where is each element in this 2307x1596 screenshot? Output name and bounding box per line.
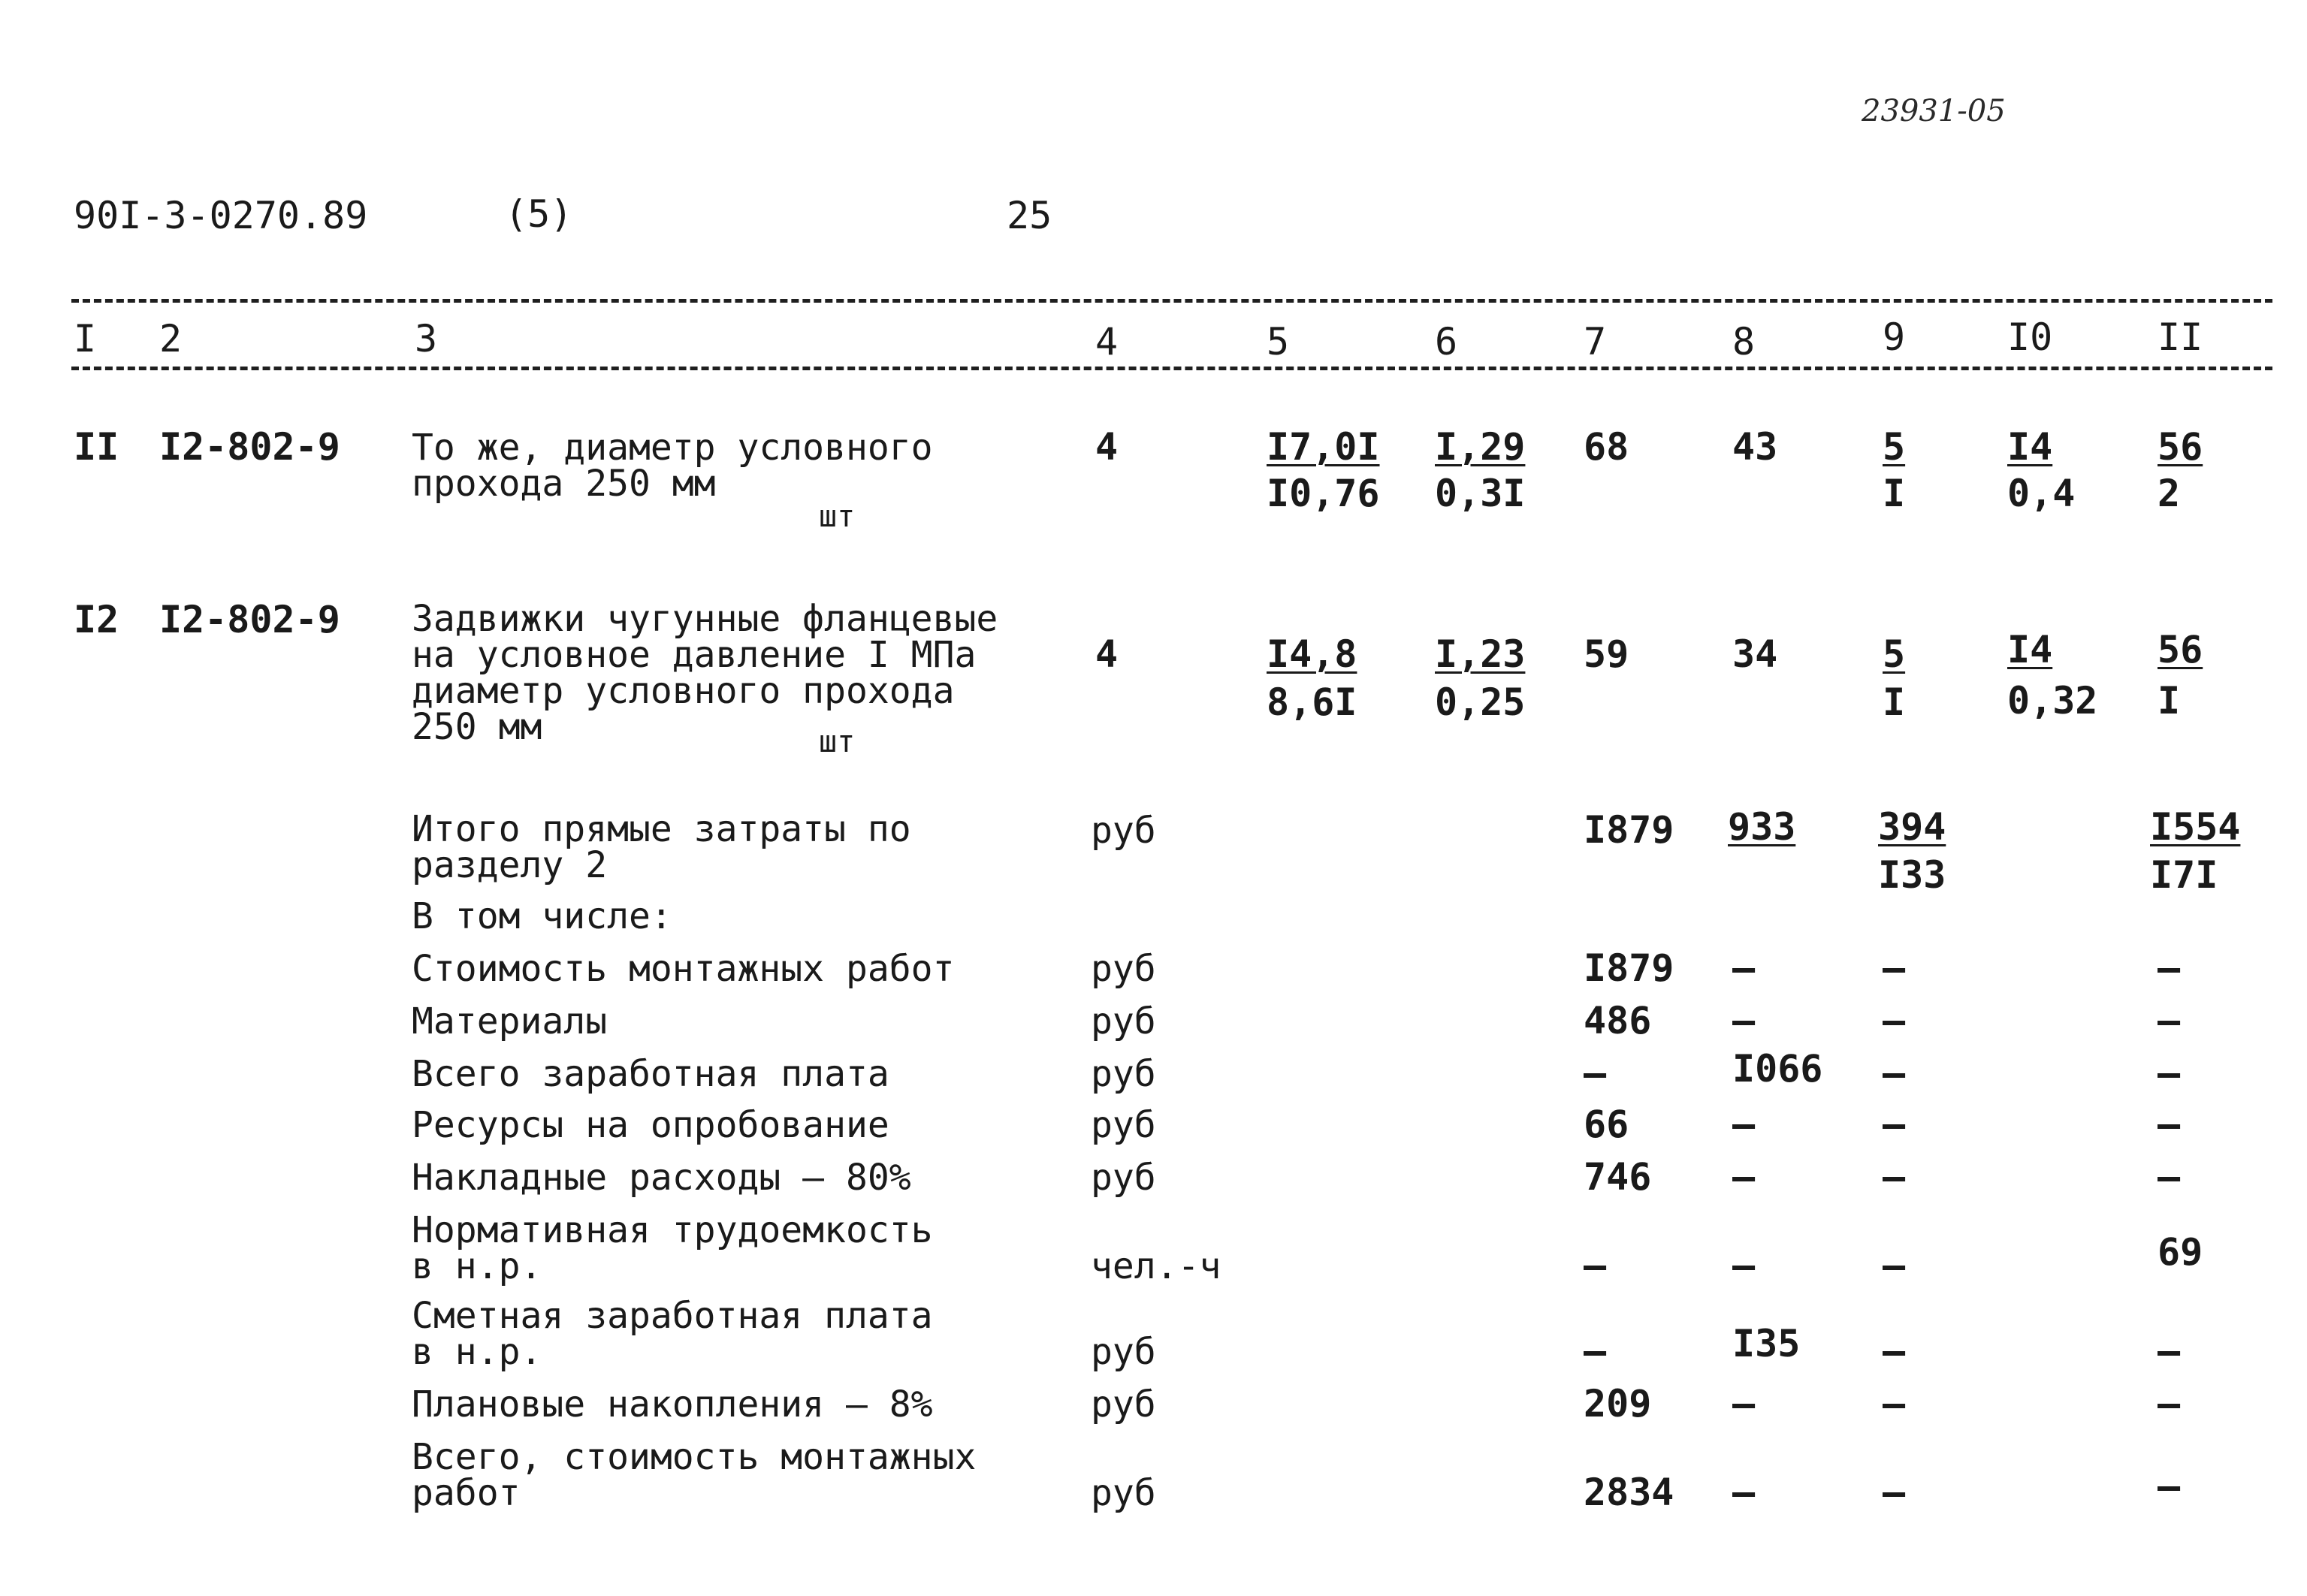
summary-item-unit: руб xyxy=(1091,1157,1156,1199)
summary-total-c7: I879 xyxy=(1584,808,1674,852)
row-c5-top: I7,0I xyxy=(1267,425,1380,469)
col-header-8: 8 xyxy=(1732,320,1756,364)
summary-item-label: Накладные расходы – 80% xyxy=(412,1157,911,1199)
summary-item-unit: руб xyxy=(1091,1104,1156,1146)
summary-total-c9-top: 394 xyxy=(1878,805,1946,849)
row-number: II xyxy=(74,425,119,469)
row-qty: 4 xyxy=(1095,425,1119,469)
summary-item-c7: – xyxy=(1584,1244,1607,1287)
row-c9-top: 5 xyxy=(1883,425,1906,469)
summary-item-c9: – xyxy=(1883,1244,1906,1287)
summary-item-c9: – xyxy=(1883,999,1906,1042)
summary-item-c11: – xyxy=(2158,999,2181,1042)
summary-item-unit: руб xyxy=(1091,1383,1156,1426)
summary-item-c11: – xyxy=(2158,1329,2181,1373)
handwritten-stamp: 23931-05 xyxy=(1862,94,2006,128)
summary-total-c11-top: I554 xyxy=(2150,805,2241,849)
summary-item-label: Всего, стоимость монтажных xyxy=(412,1436,977,1478)
summary-item-c8: I35 xyxy=(1732,1322,1801,1365)
row-desc-line: прохода 250 мм xyxy=(412,463,716,505)
col-header-4: 4 xyxy=(1095,320,1119,364)
summary-item-c9: – xyxy=(1883,1051,1906,1095)
summary-item-c9: – xyxy=(1883,1103,1906,1146)
row-c5-bottom: 8,6I xyxy=(1267,680,1357,724)
summary-item-c11: – xyxy=(2158,1382,2181,1426)
summary-item-label: в н.р. xyxy=(412,1331,542,1373)
summary-total-label: Итого прямые затраты по xyxy=(412,808,911,850)
summary-total-c8: 933 xyxy=(1728,805,1796,849)
summary-including-label: В том числе: xyxy=(412,895,672,937)
summary-item-c11: – xyxy=(2158,1051,2181,1095)
row-c10-top: I4 xyxy=(2007,425,2053,469)
header-rule-bottom xyxy=(71,367,2272,370)
col-header-11: II xyxy=(2158,315,2203,359)
row-c5-top: I4,8 xyxy=(1267,632,1357,676)
row-c8: 43 xyxy=(1732,425,1778,469)
summary-item-c8: – xyxy=(1732,1103,1756,1146)
summary-item-c7: 2834 xyxy=(1584,1471,1674,1514)
summary-item-c9: – xyxy=(1883,1155,1906,1199)
summary-item-label: работ xyxy=(412,1472,521,1514)
row-c10-bottom: 0,32 xyxy=(2007,679,2098,723)
summary-item-label: Материалы xyxy=(412,1000,608,1042)
col-header-9: 9 xyxy=(1883,315,1906,359)
summary-item-label: Нормативная трудоемкость xyxy=(412,1209,933,1251)
summary-item-c9: – xyxy=(1883,1329,1906,1373)
summary-item-label: Сметная заработная плата xyxy=(412,1295,933,1337)
row-c9-top: 5 xyxy=(1883,632,1906,676)
summary-item-c8: – xyxy=(1732,1244,1756,1287)
row-desc-line: То же, диаметр условного xyxy=(412,427,933,469)
row-c9-bottom: I xyxy=(1883,680,1906,724)
header-rule-top xyxy=(71,299,2272,303)
row-code: I2-802-9 xyxy=(159,598,340,641)
summary-item-unit: руб xyxy=(1091,948,1156,990)
summary-item-c7: 209 xyxy=(1584,1382,1652,1426)
summary-item-c7: 746 xyxy=(1584,1155,1652,1199)
summary-item-c9: – xyxy=(1883,1471,1906,1514)
row-desc-line: диаметр условного прохода xyxy=(412,670,955,712)
summary-item-label: в н.р. xyxy=(412,1245,542,1287)
document-code: 90I-3-0270.89 xyxy=(74,194,368,237)
summary-item-unit: руб xyxy=(1091,1000,1156,1042)
col-header-5: 5 xyxy=(1267,320,1290,364)
col-header-2: 2 xyxy=(159,317,183,361)
page-number: 25 xyxy=(1007,194,1052,237)
row-desc-line: на условное давление I МПа xyxy=(412,634,977,676)
summary-item-c11: – xyxy=(2158,1103,2181,1146)
row-qty: 4 xyxy=(1095,632,1119,676)
summary-item-c11: – xyxy=(2158,1155,2181,1199)
summary-item-unit: руб xyxy=(1091,1472,1156,1514)
summary-item-c8: – xyxy=(1732,946,1756,990)
summary-total-c11-bottom: I7I xyxy=(2150,853,2218,897)
row-unit: шт xyxy=(819,499,856,534)
row-c10-top: I4 xyxy=(2007,628,2053,671)
row-c11-top: 56 xyxy=(2158,425,2203,469)
row-c8: 34 xyxy=(1732,632,1778,676)
summary-item-c11: – xyxy=(2158,946,2181,990)
summary-item-c8: I066 xyxy=(1732,1047,1823,1091)
summary-total-c9-bottom: I33 xyxy=(1878,853,1946,897)
summary-item-c8: – xyxy=(1732,999,1756,1042)
summary-item-c7: – xyxy=(1584,1329,1607,1373)
col-header-1: I xyxy=(74,317,97,361)
summary-item-c7: – xyxy=(1584,1051,1607,1095)
row-number: I2 xyxy=(74,598,119,641)
row-c11-bottom: 2 xyxy=(2158,472,2181,515)
row-unit: шт xyxy=(819,725,856,759)
row-desc-line: Задвижки чугунные фланцевые xyxy=(412,598,998,640)
col-header-10: I0 xyxy=(2007,315,2053,359)
row-desc-line: 250 мм xyxy=(412,706,542,748)
summary-item-label: Ресурсы на опробование xyxy=(412,1104,889,1146)
row-c6-top: I,23 xyxy=(1435,632,1526,676)
row-c9-bottom: I xyxy=(1883,472,1906,515)
summary-item-c8: – xyxy=(1732,1471,1756,1514)
summary-item-unit: руб xyxy=(1091,1331,1156,1373)
row-c7: 68 xyxy=(1584,425,1629,469)
row-c10-bottom: 0,4 xyxy=(2007,472,2076,515)
row-c5-bottom: I0,76 xyxy=(1267,472,1380,515)
col-header-7: 7 xyxy=(1584,320,1607,364)
summary-item-c11: – xyxy=(2158,1465,2181,1508)
sheet-number: (5) xyxy=(505,192,573,236)
summary-item-c7: I879 xyxy=(1584,946,1674,990)
row-c11-bottom: I xyxy=(2158,679,2181,723)
summary-total-label: разделу 2 xyxy=(412,844,608,886)
summary-item-c7: 486 xyxy=(1584,999,1652,1042)
col-header-6: 6 xyxy=(1435,320,1458,364)
row-c6-bottom: 0,25 xyxy=(1435,680,1526,724)
summary-item-unit: руб xyxy=(1091,1053,1156,1095)
summary-item-c8: – xyxy=(1732,1155,1756,1199)
summary-item-label: Стоимость монтажных работ xyxy=(412,948,955,990)
summary-item-label: Плановые накопления – 8% xyxy=(412,1383,933,1426)
summary-item-c8: – xyxy=(1732,1382,1756,1426)
summary-item-c9: – xyxy=(1883,1382,1906,1426)
summary-item-unit: чел.-ч xyxy=(1091,1245,1221,1287)
row-c6-top: I,29 xyxy=(1435,425,1526,469)
row-c7: 59 xyxy=(1584,632,1629,676)
summary-item-c11: 69 xyxy=(2158,1230,2203,1274)
col-header-3: 3 xyxy=(415,317,438,361)
row-c11-top: 56 xyxy=(2158,628,2203,671)
row-c6-bottom: 0,3I xyxy=(1435,472,1526,515)
summary-item-c7: 66 xyxy=(1584,1103,1629,1146)
summary-total-unit: руб xyxy=(1091,810,1156,852)
row-code: I2-802-9 xyxy=(159,425,340,469)
summary-item-label: Всего заработная плата xyxy=(412,1053,889,1095)
summary-item-c9: – xyxy=(1883,946,1906,990)
